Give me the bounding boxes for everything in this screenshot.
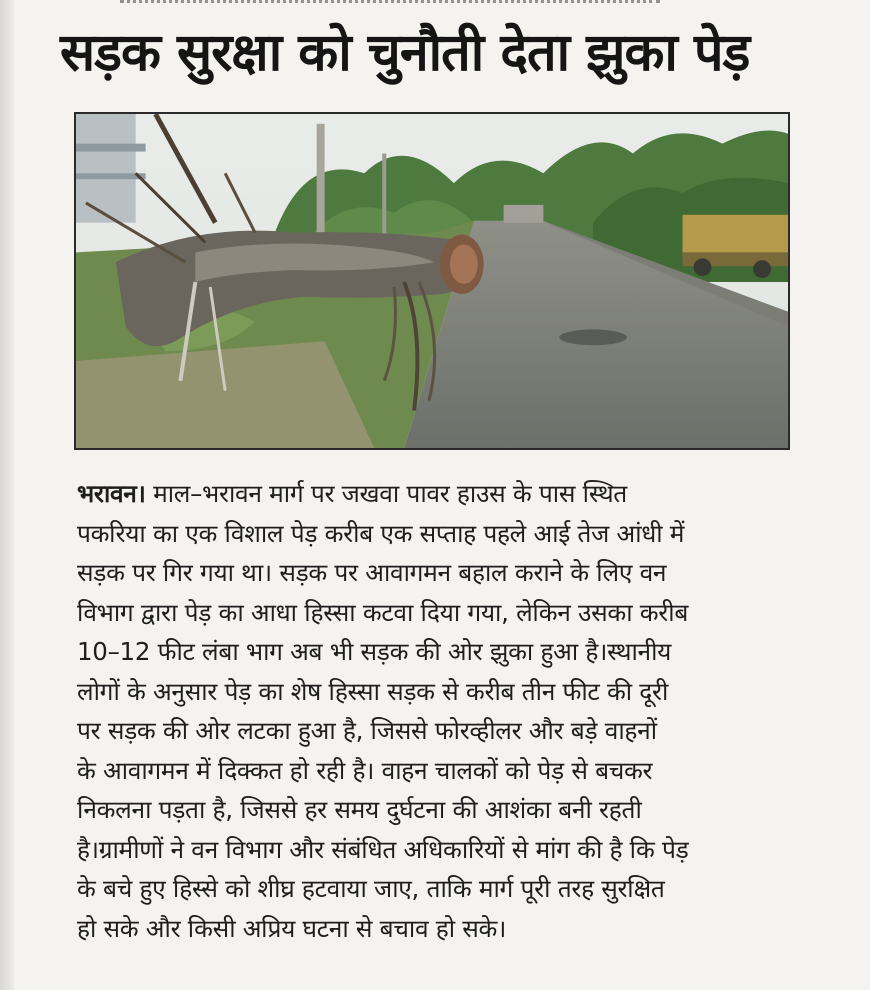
article-body bbox=[77, 474, 799, 948]
article-line-5: 10–12 फीट लंबा भाग अब भी सड़क की ओर झुका हुआ है।स्थानीय bbox=[77, 637, 672, 666]
article-line-6: लोगों के अनुसार पेड़ का शेष हिस्सा सड़क से करीब तीन फीट की दूरी bbox=[77, 676, 669, 706]
article-line-8: के आवागमन में दिक्कत हो रही है। वाहन चालकों को पेड़ से बचकर bbox=[77, 755, 653, 785]
article-line-12: हो सके और किसी अप्रिय घटना से बचाव हो सके। bbox=[77, 913, 507, 943]
article-line-2: पकरिया का एक विशाल पेड़ करीब एक सप्ताह पहले आई तेज आंधी में bbox=[77, 518, 685, 548]
article-line-1 bbox=[77, 474, 799, 514]
article-line-4: विभाग द्वारा पेड़ का आधा हिस्सा कटवा दिया गया, लेकिन उसका करीब bbox=[77, 597, 689, 627]
article-line-7: पर सड़क की ओर लटका हुआ है, जिससे फोरव्हीलर और बड़े वाहनों bbox=[77, 716, 657, 745]
fallen-tree-roadside-photo bbox=[76, 114, 788, 448]
dateline: भरावन। bbox=[77, 479, 146, 508]
page-edge-strip bbox=[0, 0, 14, 990]
article-line-11: के बचे हुए हिस्से को शीघ्र हटवाया जाए, ताकि मार्ग पूरी तरह सुरक्षित bbox=[77, 874, 665, 903]
article-line-10: है।ग्रामीणों ने वन विभाग और संबंधित अधिकारियों से मांग की है कि पेड़ bbox=[77, 834, 689, 864]
previous-article-fragment bbox=[120, 0, 660, 9]
article-line-3: सड़क पर गिर गया था। सड़क पर आवागमन बहाल कराने के लिए वन bbox=[77, 558, 667, 587]
news-photo bbox=[74, 112, 790, 450]
article-line-1-text: माल–भरावन मार्ग पर जखवा पावर हाउस के पास स्थित bbox=[145, 479, 627, 508]
article-line-9: निकलना पड़ता है, जिससे हर समय दुर्घटना की आशंका बनी रहती bbox=[77, 795, 642, 824]
headline: सड़क सुरक्षा को चुनौती देता झुका पेड़ bbox=[60, 23, 750, 83]
